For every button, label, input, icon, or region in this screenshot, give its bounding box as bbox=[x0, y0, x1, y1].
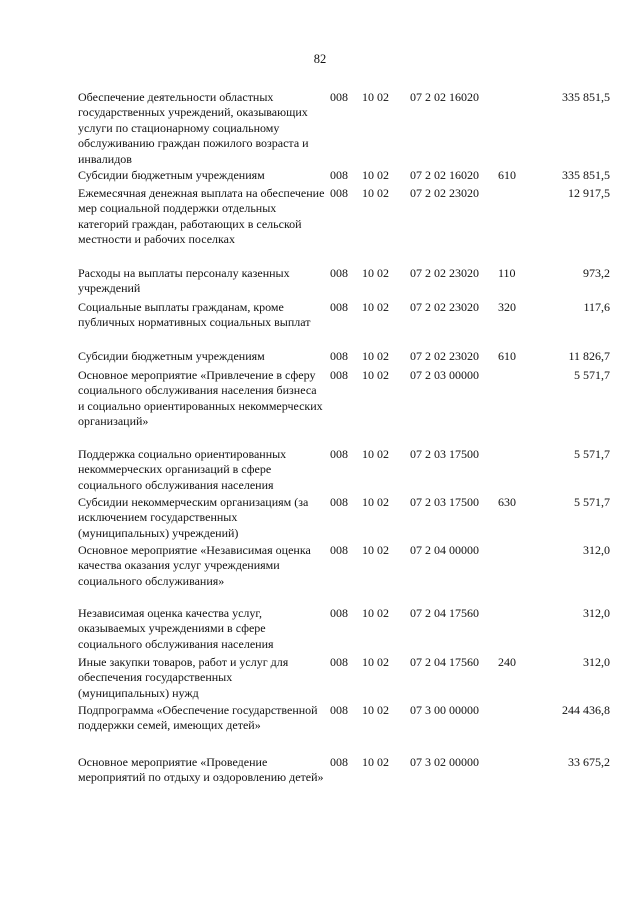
row-amount: 5 571,7 bbox=[574, 495, 610, 509]
row-expense-type: 240 bbox=[498, 655, 516, 669]
row-department-code: 008 bbox=[330, 703, 348, 717]
row-description: Расходы на выплаты персоналу казенных учреждений bbox=[78, 266, 290, 296]
row-section-code: 10 02 bbox=[362, 90, 389, 104]
row-description: Субсидии бюджетным учреждениям bbox=[78, 349, 265, 363]
row-expense-type: 630 bbox=[498, 495, 516, 509]
row-department-code: 008 bbox=[330, 655, 348, 669]
row-target-article: 07 2 02 23020 bbox=[410, 300, 479, 314]
row-target-article: 07 2 03 17500 bbox=[410, 447, 479, 461]
row-amount: 312,0 bbox=[583, 655, 610, 669]
row-department-code: 008 bbox=[330, 447, 348, 461]
row-target-article: 07 3 00 00000 bbox=[410, 703, 479, 717]
row-amount: 244 436,8 bbox=[562, 703, 610, 717]
row-target-article: 07 2 02 23020 bbox=[410, 349, 479, 363]
row-amount: 33 675,2 bbox=[568, 755, 610, 769]
row-department-code: 008 bbox=[330, 755, 348, 769]
row-section-code: 10 02 bbox=[362, 168, 389, 182]
row-department-code: 008 bbox=[330, 606, 348, 620]
row-amount: 5 571,7 bbox=[574, 447, 610, 461]
row-description: Ежемесячная денежная выплата на обеспечение мер социальной поддержки отдельных категорий граждан, работающих в сельской местности и рабочих поселках bbox=[78, 186, 325, 247]
row-target-article: 07 2 02 16020 bbox=[410, 168, 479, 182]
row-section-code: 10 02 bbox=[362, 368, 389, 382]
row-target-article: 07 2 02 23020 bbox=[410, 266, 479, 280]
row-target-article: 07 2 04 17560 bbox=[410, 606, 479, 620]
row-amount: 335 851,5 bbox=[562, 168, 610, 182]
row-amount: 11 826,7 bbox=[568, 349, 610, 363]
row-section-code: 10 02 bbox=[362, 755, 389, 769]
page-number: 82 bbox=[313, 52, 327, 66]
row-description: Иные закупки товаров, работ и услуг для обеспечения государственных (муниципальных) нужд bbox=[78, 655, 289, 700]
row-amount: 117,6 bbox=[583, 300, 610, 314]
row-section-code: 10 02 bbox=[362, 703, 389, 717]
row-target-article: 07 2 03 17500 bbox=[410, 495, 479, 509]
row-description: Социальные выплаты гражданам, кроме публичных нормативных социальных выплат bbox=[78, 300, 311, 330]
row-department-code: 008 bbox=[330, 368, 348, 382]
row-section-code: 10 02 bbox=[362, 266, 389, 280]
row-target-article: 07 2 04 00000 bbox=[410, 543, 479, 557]
row-description: Основное мероприятие «Проведение мероприятий по отдыху и оздоровлению детей» bbox=[78, 755, 324, 785]
row-department-code: 008 bbox=[330, 543, 348, 557]
row-target-article: 07 2 04 17560 bbox=[410, 655, 479, 669]
row-expense-type: 110 bbox=[498, 266, 516, 280]
row-section-code: 10 02 bbox=[362, 655, 389, 669]
row-description: Основное мероприятие «Независимая оценка качества оказания услуг учреждениями социального обслуживания» bbox=[78, 543, 311, 588]
row-amount: 973,2 bbox=[583, 266, 610, 280]
row-amount: 335 851,5 bbox=[562, 90, 610, 104]
row-section-code: 10 02 bbox=[362, 543, 389, 557]
row-target-article: 07 2 02 16020 bbox=[410, 90, 479, 104]
row-section-code: 10 02 bbox=[362, 349, 389, 363]
row-description: Подпрограмма «Обеспечение государственной поддержки семей, имеющих детей» bbox=[78, 703, 318, 733]
row-section-code: 10 02 bbox=[362, 300, 389, 314]
row-amount: 312,0 bbox=[583, 543, 610, 557]
row-description: Поддержка социально ориентированных некоммерческих организаций в сфере социального обслуживания населения bbox=[78, 447, 287, 492]
row-section-code: 10 02 bbox=[362, 606, 389, 620]
row-department-code: 008 bbox=[330, 300, 348, 314]
row-description: Основное мероприятие «Привлечение в сферу социального обслуживания населения бизнеса и социально ориентированных некоммерческих организаций» bbox=[78, 368, 323, 429]
row-department-code: 008 bbox=[330, 90, 348, 104]
row-description: Субсидии некоммерческим организациям (за исключением государственных (муниципальных) учреждений) bbox=[78, 495, 309, 540]
row-target-article: 07 3 02 00000 bbox=[410, 755, 479, 769]
row-description: Обеспечение деятельности областных государственных учреждений, оказывающих услуги по стационарному социальному обслуживанию граждан пожилого возраста и инвалидов bbox=[78, 90, 309, 166]
row-department-code: 008 bbox=[330, 266, 348, 280]
row-department-code: 008 bbox=[330, 349, 348, 363]
row-amount: 5 571,7 bbox=[574, 368, 610, 382]
row-section-code: 10 02 bbox=[362, 186, 389, 200]
row-expense-type: 320 bbox=[498, 300, 516, 314]
row-section-code: 10 02 bbox=[362, 447, 389, 461]
row-description: Независимая оценка качества услуг, оказываемых учреждениями в сфере социального обслуживания населения bbox=[78, 606, 274, 651]
row-department-code: 008 bbox=[330, 186, 348, 200]
row-target-article: 07 2 02 23020 bbox=[410, 186, 479, 200]
row-expense-type: 610 bbox=[498, 349, 516, 363]
row-department-code: 008 bbox=[330, 495, 348, 509]
row-description: Субсидии бюджетным учреждениям bbox=[78, 168, 265, 182]
row-expense-type: 610 bbox=[498, 168, 516, 182]
row-target-article: 07 2 03 00000 bbox=[410, 368, 479, 382]
row-section-code: 10 02 bbox=[362, 495, 389, 509]
row-department-code: 008 bbox=[330, 168, 348, 182]
row-amount: 12 917,5 bbox=[568, 186, 610, 200]
row-amount: 312,0 bbox=[583, 606, 610, 620]
